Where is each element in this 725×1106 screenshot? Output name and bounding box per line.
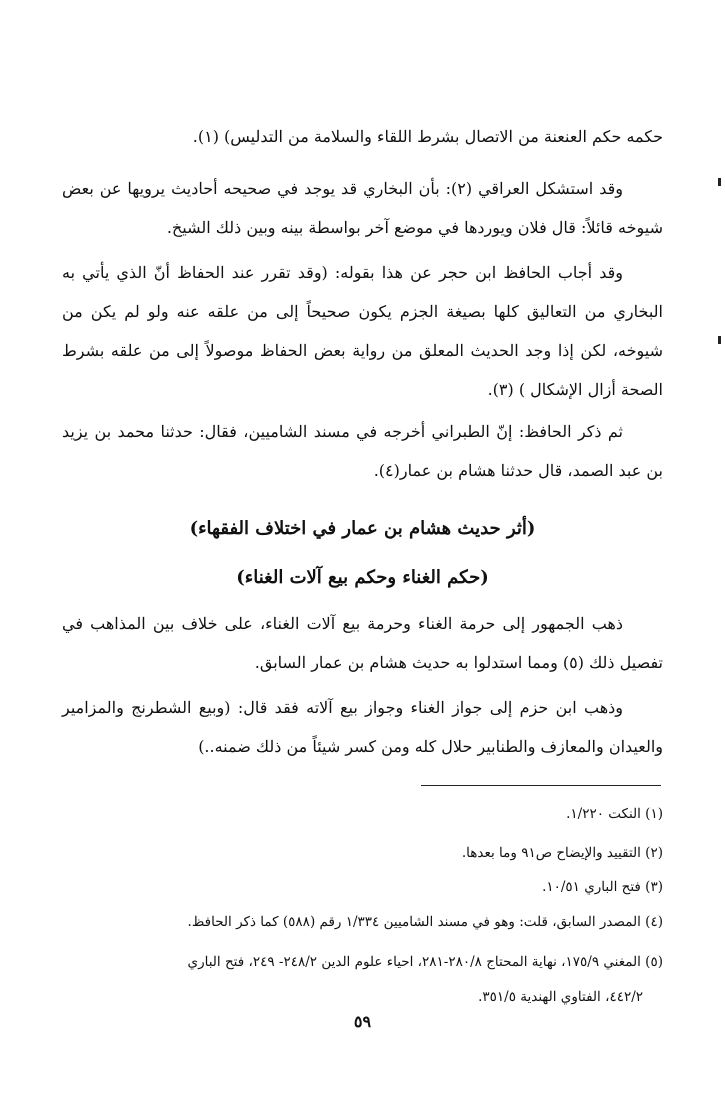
paragraph-2: وقد استشكل العراقي (٢): بأن البخاري قد يوجد في صحيحه أحاديث يرويها عن بعض شيوخه قائلاً: قال فلان ويوردها في موضع آخر بواسطة بينه وبين ذلك الشيخ. <box>62 179 663 237</box>
paragraph-4: ثم ذكر الحافظ: إنّ الطبراني أخرجه في مسند الشاميين، فقال: حدثنا محمد بن يزيد بن عبد الصمد، قال حدثنا هشام بن عمار(٤). <box>62 422 663 480</box>
paragraph-3: وقد أجاب الحافظ ابن حجر عن هذا بقوله: (وقد تقرر عند الحفاظ أنّ الذي يأتي به البخاري من التعاليق كلها بصيغة الجزم يكون صحيحاً إلى من علقه عنه ولو لم يكن من شيوخه، لكن إذا وجد الحديث المعلق من رواية بعض الحفاظ موصولاً إلى من علقه بشرط الصحة أزال الإشكال ) (٣). <box>62 263 663 399</box>
footnote-separator <box>421 785 661 786</box>
footnote-3: (٣) فتح الباري ١٠/٥١. <box>542 879 663 895</box>
margin-mark <box>718 178 721 186</box>
footnote-5-continued: ٤٤٢/٢، الفتاوي الهندية ٣٥١/٥. <box>478 989 643 1005</box>
footnote-1: (١) النكت ١/٢٢٠. <box>566 806 663 822</box>
margin-mark <box>718 336 721 344</box>
page-number: ٥٩ <box>353 1012 372 1031</box>
paragraph-5: ذهب الجمهور إلى حرمة الغناء وحرمة بيع آلات الغناء، على خلاف بين المذاهب في تفصيل ذلك (٥) ومما استدلوا به حديث هشام بن عمار السابق. <box>62 614 663 672</box>
section-heading-1: (أثر حديث هشام بن عمار في اختلاف الفقهاء) <box>189 518 536 539</box>
footnote-5: (٥) المغني ١٧٥/٩، نهاية المحتاج ٢٨٠/٨-٢٨١، احياء علوم الدين ٢٤٨/٢- ٢٤٩، فتح الباري <box>187 954 663 970</box>
footnote-2: (٢) التقييد والإيضاح ص٩١ وما بعدها. <box>461 845 663 861</box>
footnote-4: (٤) المصدر السابق، قلت: وهو في مسند الشاميين ١/٣٣٤ رقم (٥٨٨) كما ذكر الحافظ. <box>187 914 663 930</box>
section-heading-2: (حكم الغناء وحكم بيع آلات الغناء) <box>236 567 489 588</box>
paragraph-6: وذهب ابن حزم إلى جواز الغناء وجواز بيع آلاته فقد قال: (وبيع الشطرنج والمزامير والعيدان والمعازف والطنابير حلال كله ومن كسر شيئاً من ذلك ضمنه..) <box>62 698 663 756</box>
paragraph-1: حكمه حكم العنعنة من الاتصال بشرط اللقاء والسلامة من التدليس) (١). <box>192 127 663 146</box>
